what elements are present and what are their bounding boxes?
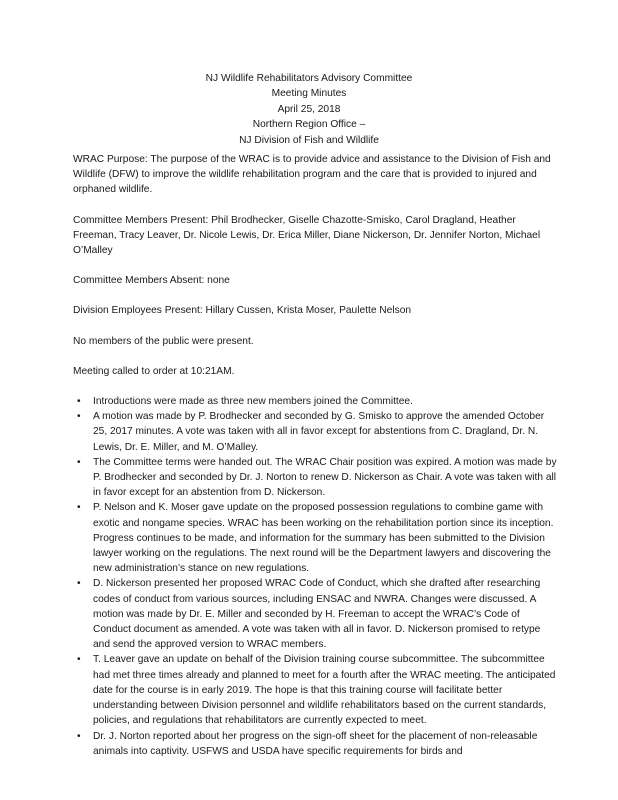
list-item-text: Introductions were made as three new members joined the Committee. bbox=[93, 396, 413, 408]
division-employees-paragraph: Division Employees Present: Hillary Cussen, Krista Moser, Paulette Nelson bbox=[73, 305, 412, 317]
list-item bbox=[73, 394, 559, 409]
document-type: Meeting Minutes bbox=[271, 88, 347, 100]
members-absent-paragraph: Committee Members Absent: none bbox=[73, 275, 230, 287]
bullet-icon: • bbox=[77, 654, 81, 666]
bullet-icon: • bbox=[77, 396, 81, 408]
list-item-text: P. Nelson and K. Moser gave update on the proposed possession regulations to combine game with exotic and nongame species. WRAC has been working on the rehabilitation portion since its inception. Progress continues to be made, and information for the summary has been submitted to the Division lawyer working on the regulations. The next round will be the Department lawyers and discovering the new administration’s stance on new regulations. bbox=[93, 502, 554, 575]
list-item-text: The Committee terms were handed out. The WRAC Chair position was expired. A motion was made by P. Brodhecker and seconded by Dr. J. Norton to renew D. Nickerson as Chair. A vote was taken with all in favor except for an abstention from D. Nickerson. bbox=[93, 456, 557, 499]
purpose-paragraph: WRAC Purpose: The purpose of the WRAC is to provide advice and assistance to the Division of Fish and Wildlife (DFW) to improve the wildlife rehabilitation program and the care that is provided to injured and orphaned wildlife. bbox=[73, 154, 551, 196]
organization-name: NJ Division of Fish and Wildlife bbox=[239, 134, 379, 146]
list-item-text: T. Leaver gave an update on behalf of the Division training course subcommittee. The subcommittee had met three times already and planned to meet for a fourth after the WRAC meeting. The anticipated date for the course is in early 2019. The hope is that this training course will facilitate better understanding between Division personnel and wildlife rehabilitators based on the current standards, policies, and regulations that rehabilitators are currently expected to meet. bbox=[93, 654, 556, 727]
list-item bbox=[73, 500, 559, 576]
list-item-text: D. Nickerson presented her proposed WRAC Code of Conduct, which she drafted after researching codes of conduct from various sources, including ENSAC and NWRA. Changes were discussed. A motion was made by Dr. E. Miller and seconded by H. Freeman to accept the WRAC’s Code of Conduct document as amended. A vote was taken with all in favor. D. Nickerson promised to retype and send the approved version to WRAC members. bbox=[93, 578, 541, 651]
list-item bbox=[73, 409, 559, 455]
committee-name: NJ Wildlife Rehabilitators Advisory Committee bbox=[205, 73, 413, 84]
minutes-bullet-list bbox=[73, 394, 559, 759]
bullet-icon: • bbox=[77, 730, 81, 742]
call-to-order-paragraph: Meeting called to order at 10:21AM. bbox=[73, 365, 235, 377]
list-item bbox=[73, 455, 559, 501]
list-item bbox=[73, 652, 559, 728]
list-item-text: Dr. J. Norton reported about her progress on the sign-off sheet for the placement of non-releasable animals into captivity. USFWS and USDA have specific requirements for birds and bbox=[93, 730, 538, 757]
list-item bbox=[73, 576, 559, 652]
document-body bbox=[73, 152, 559, 759]
bullet-icon: • bbox=[77, 411, 81, 423]
public-attendance-paragraph: No members of the public were present. bbox=[73, 335, 254, 347]
members-present-paragraph: Committee Members Present: Phil Brodhecker, Giselle Chazotte-Smisko, Carol Dragland, Heather Freeman, Tracy Leaver, Dr. Nicole Lewis, Dr. Erica Miller, Diane Nickerson, Dr. Jennifer Norton, Michael O’Malley bbox=[73, 214, 541, 257]
list-item bbox=[73, 729, 559, 759]
document-header bbox=[0, 71, 618, 148]
meeting-date: April 25, 2018 bbox=[277, 103, 341, 115]
meeting-location: Northern Region Office – bbox=[252, 119, 366, 131]
bullet-icon: • bbox=[77, 456, 81, 468]
list-item-text: A motion was made by P. Brodhecker and seconded by G. Smisko to approve the amended October 25, 2017 minutes. A vote was taken with all in favor except for abstentions from C. Dragland, Dr. N. Lewis, Dr. E. Miller, and M. O’Malley. bbox=[93, 411, 545, 453]
bullet-icon: • bbox=[77, 502, 81, 514]
bullet-icon: • bbox=[77, 578, 81, 590]
